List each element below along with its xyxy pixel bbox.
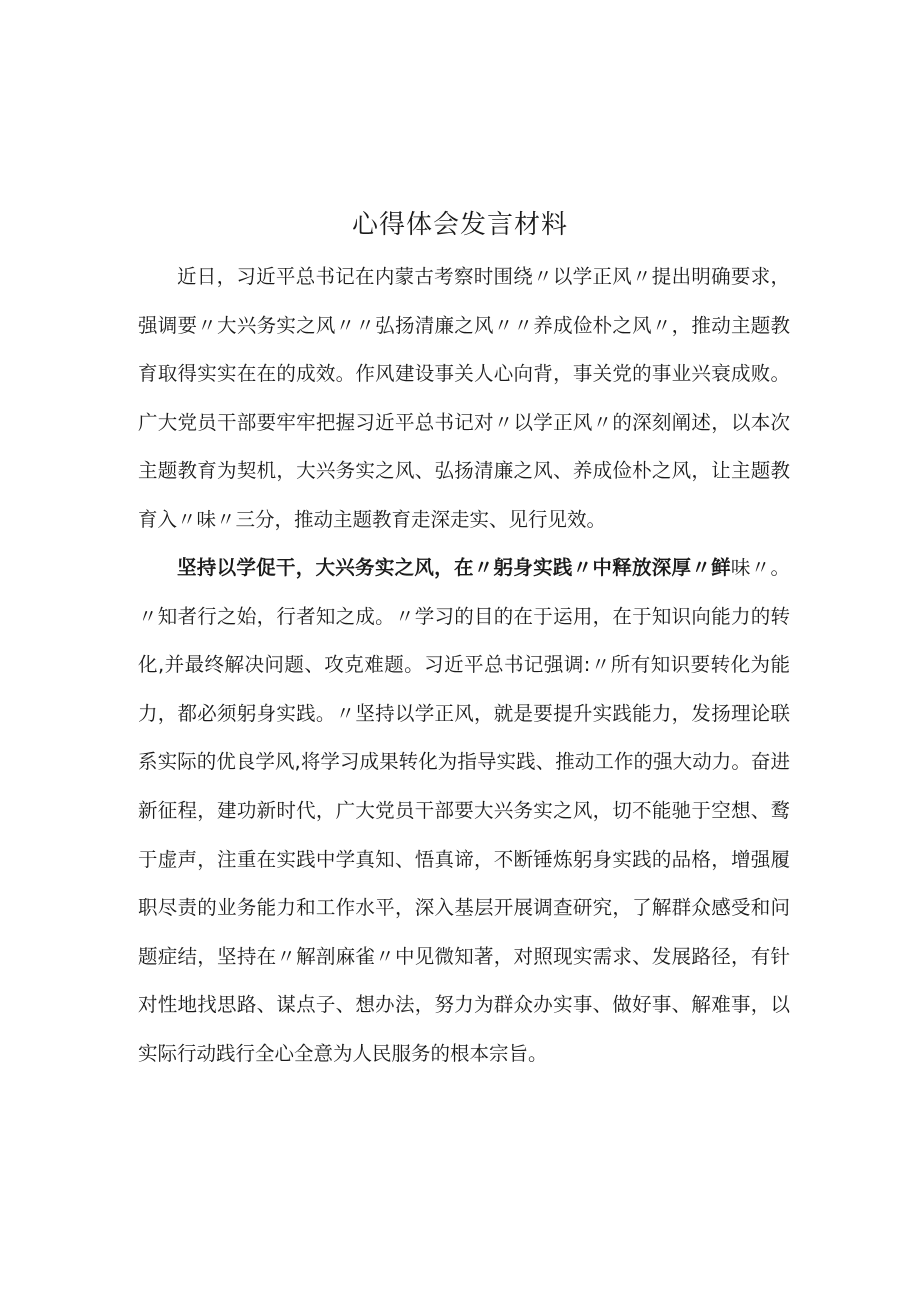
paragraph-intro: 近日，习近平总书记在内蒙古考察时围绕〃以学正风〃提出明确要求，强调要〃大兴务实之风〃〃弘扬清廉之风〃〃养成俭朴之风〃，推动主题教育取得实实在在的成效。作风建设事关人心向背，事关党的事业兴衰成败。广大党员干部要牢牢把握习近平总书记对〃以学正风〃的深刻阐述，以本次主题教育为契机，大兴务实之风、弘扬清廉之风、养成俭朴之风，让主题教育入〃味〃三分，推动主题教育走深走实、见行见效。 — [138, 265, 790, 531]
paragraph-lead-heading: 坚持以学促干，大兴务实之风，在〃躬身实践〃中释放深厚〃鲜 — [177, 556, 731, 579]
paragraph-practice — [138, 544, 790, 1079]
paragraph-body: 味〃。〃知者行之始，行者知之成。〃学习的目的在于运用，在于知识向能力的转化,并最终解决问题、攻克难题。习近平总书记强调:〃所有知识要转化为能力，都必须躬身实践。〃坚持以学正风，就是要提升实践能力，发扬理论联系实际的优良学风,将学习成果转化为指导实践、推动工作的强大动力。奋进新征程，建功新时代，广大党员干部要大兴务实之风，切不能驰于空想、鹜于虚声，注重在实践中学真知、悟真谛，不断锤炼躬身实践的品格，增强履职尽责的业务能力和工作水平，深入基层开展调查研究，了解群众感受和问题症结，坚持在〃解剖麻雀〃中见微知著，对照现实需求、发展路径，有针对性地找思路、谋点子、想办法，努力为群众办实事、做好事、解难事，以实际行动践行全心全意为人民服务的根本宗旨。 — [138, 556, 790, 1065]
document-title: 心得体会发言材料 — [351, 210, 568, 240]
